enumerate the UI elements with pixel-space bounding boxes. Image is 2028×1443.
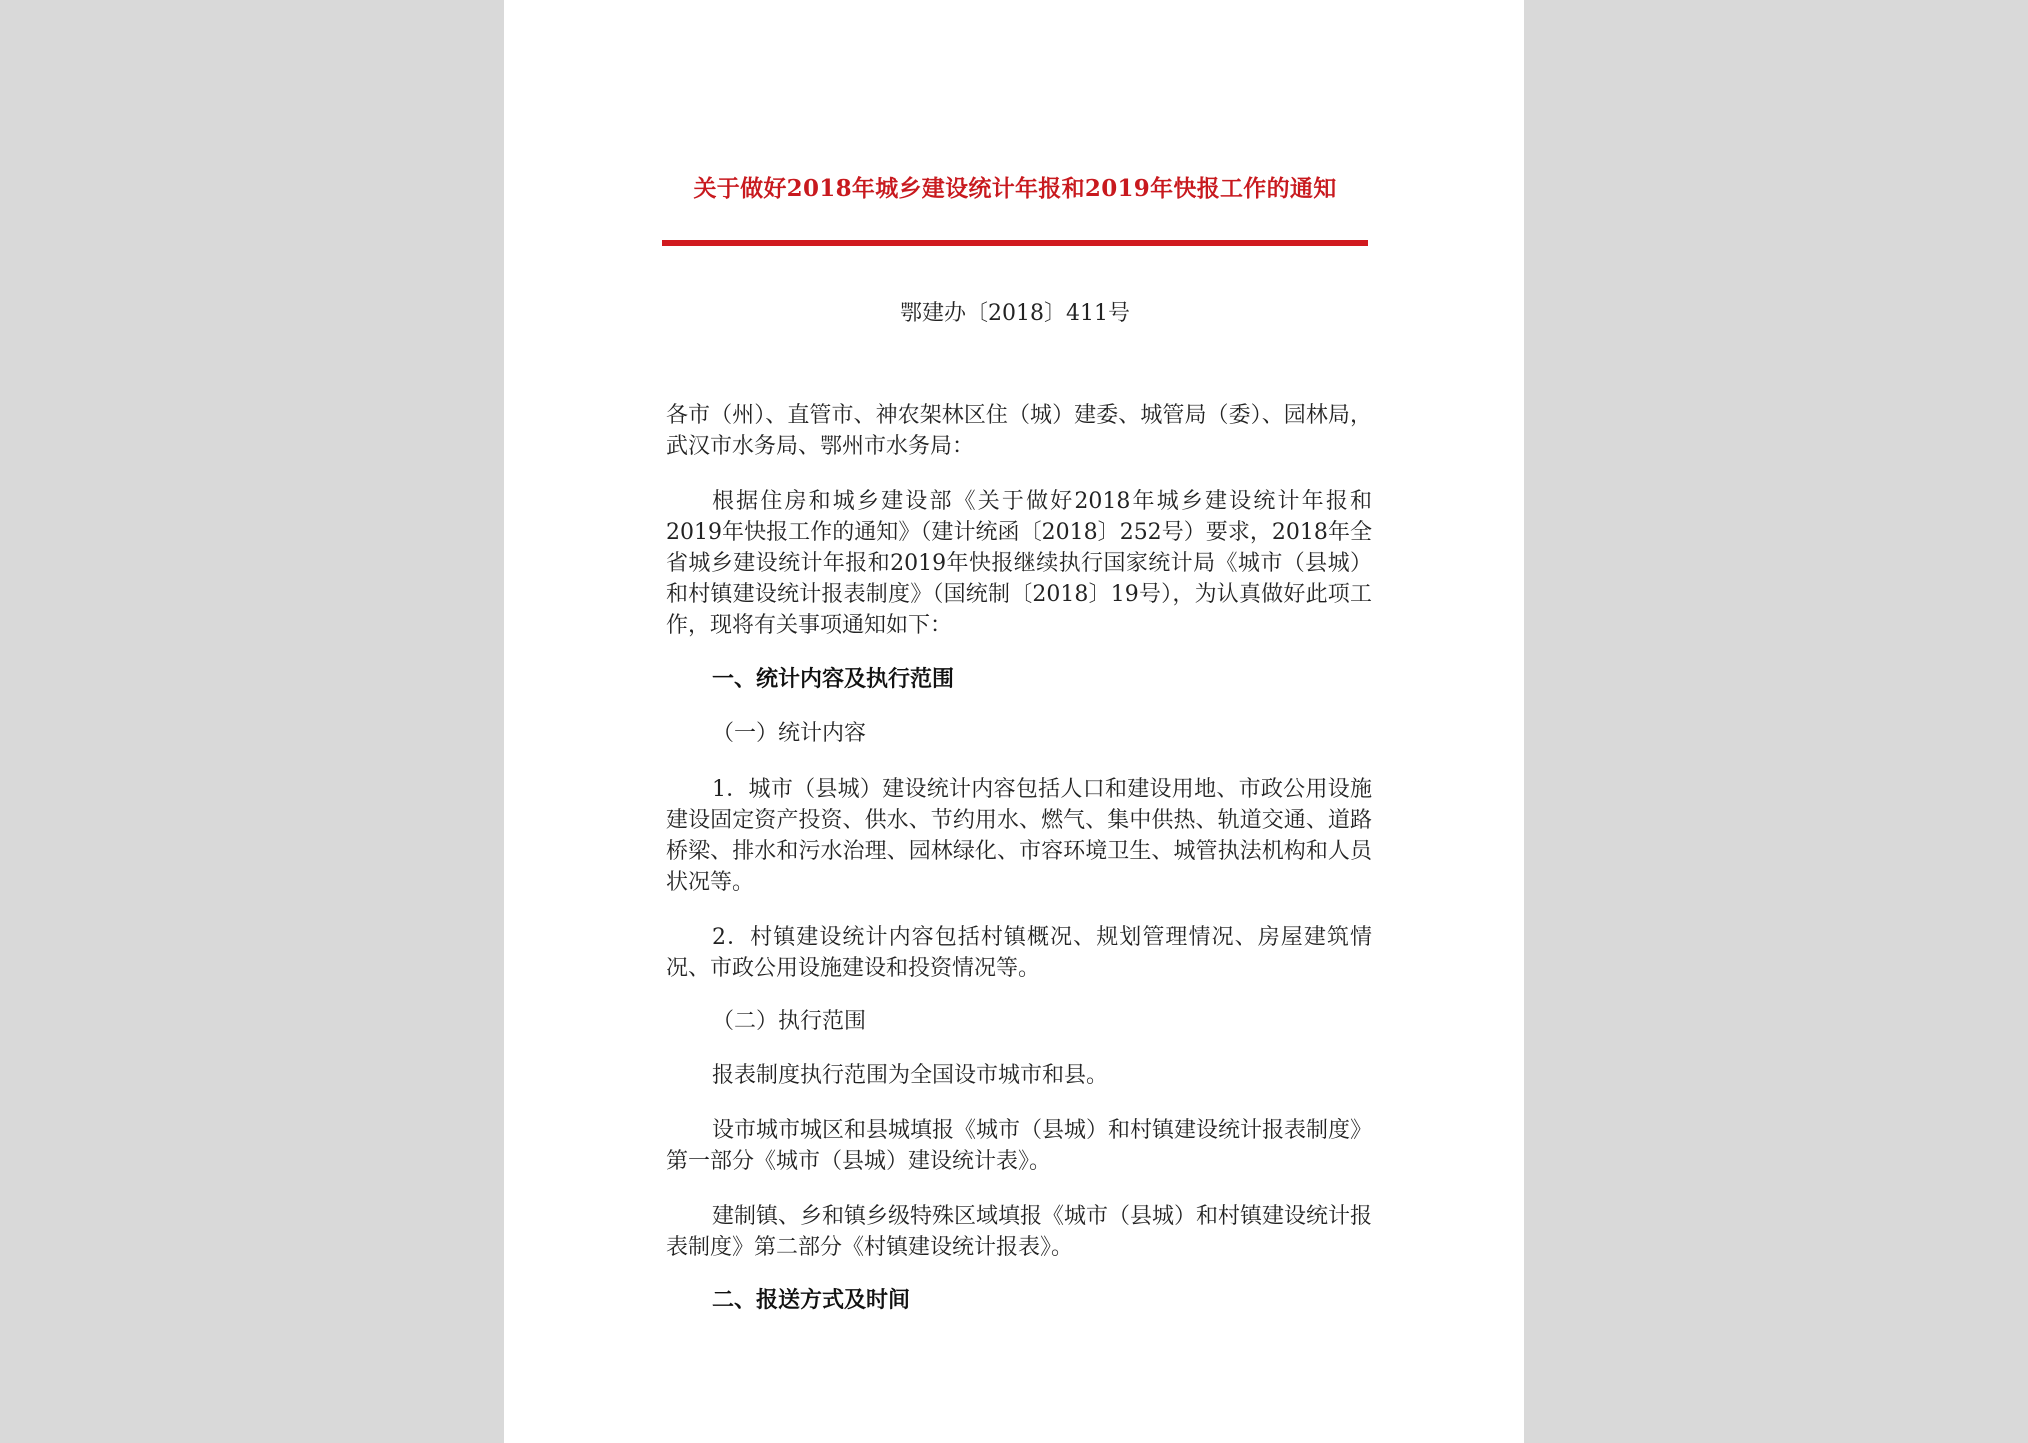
- red-header-rule: [662, 240, 1368, 246]
- document-number: 鄂建办〔2018〕411号: [900, 301, 1130, 326]
- content-item-2: 2．村镇建设统计内容包括村镇概况、规划管理情况、房屋建筑情况、市政公用设施建设和投资情况等。: [666, 925, 1372, 981]
- section-heading-1: 一、统计内容及执行范围: [712, 666, 955, 692]
- section-heading-2: 二、报送方式及时间: [712, 1287, 911, 1313]
- subsection-heading-2: （二）执行范围: [712, 1009, 867, 1034]
- content-item-1: 1．城市（县城）建设统计内容包括人口和建设用地、市政公用设施建设固定资产投资、供水、节约用水、燃气、集中供热、轨道交通、道路桥梁、排水和污水治理、园林绿化、市容环境卫生、城管执法机构和人员状况等。: [666, 777, 1372, 895]
- document-page: [504, 0, 1524, 1443]
- document-title: 关于做好2018年城乡建设统计年报和2019年快报工作的通知: [693, 175, 1337, 202]
- scope-paragraph-2: 设市城市城区和县城填报《城市（县城）和村镇建设统计报表制度》第一部分《城市（县城）建设统计表》。: [666, 1118, 1373, 1174]
- subsection-heading-1: （一）统计内容: [712, 721, 867, 746]
- scope-paragraph-3: 建制镇、乡和镇乡级特殊区域填报《城市（县城）和村镇建设统计报表制度》第二部分《村镇建设统计报表》。: [666, 1204, 1373, 1260]
- intro-paragraph: 根据住房和城乡建设部《关于做好2018年城乡建设统计年报和2019年快报工作的通知》（建计统函〔2018〕252号）要求，2018年全省城乡建设统计年报和2019年快报继续执行国家统计局《城市（县城）和村镇建设统计报表制度》（国统制〔2018〕19号），为认真做好此项工作，现将有关事项通知如下：: [666, 489, 1372, 638]
- scope-paragraph-1: 报表制度执行范围为全国设市城市和县。: [712, 1063, 1109, 1088]
- addressee-paragraph: 各市（州）、直管市、神农架林区住（城）建委、城管局（委）、园林局，武汉市水务局、鄂州市水务局：: [666, 403, 1372, 459]
